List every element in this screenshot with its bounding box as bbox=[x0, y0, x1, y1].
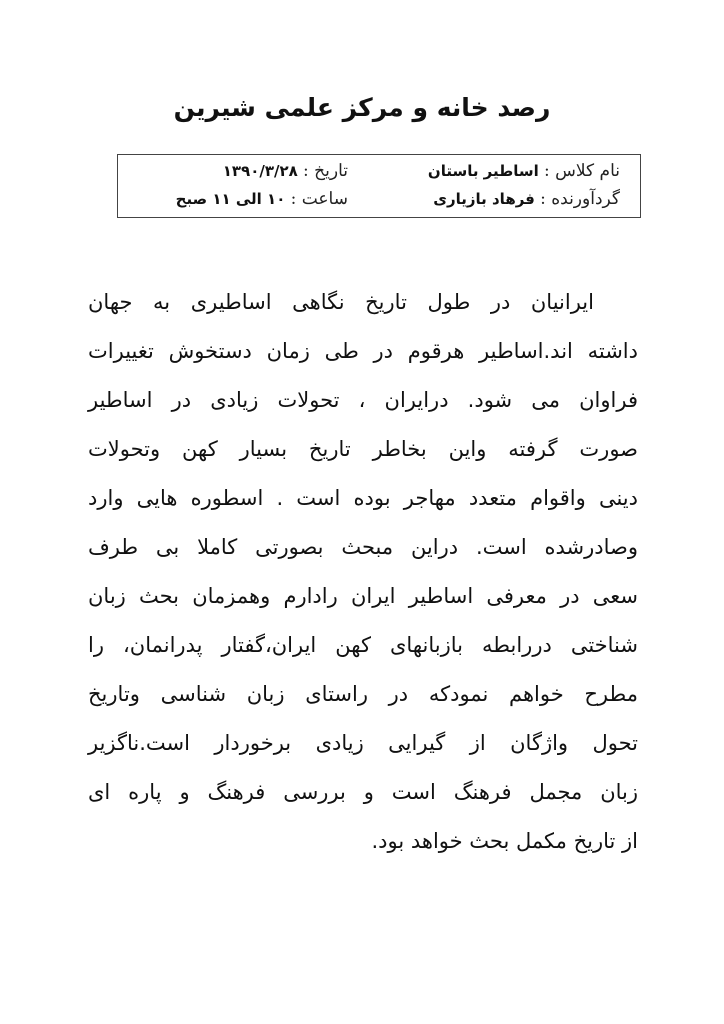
body-line: تحول واژگان از گیرایی زیادی برخوردار است.ناگزیر bbox=[88, 731, 638, 755]
compiler-row bbox=[370, 189, 620, 209]
body-line: شناختی دررابطه بازبانهای کهن ایران،گفتار پدرانمان، را bbox=[88, 633, 638, 657]
body-line: دینی واقوام متعدد مهاجر بوده است . اسطوره هایی وارد bbox=[88, 486, 638, 510]
class-info-left-column bbox=[138, 155, 348, 217]
date-row bbox=[138, 161, 348, 181]
date-label: تاریخ : bbox=[303, 161, 348, 181]
date-value: ۱۳۹۰/۳/۲۸ bbox=[222, 162, 298, 180]
time-row bbox=[138, 189, 348, 209]
class-name-row bbox=[370, 161, 620, 181]
body-line: ایرانیان در طول تاریخ نگاهی اساطیری به جهان bbox=[88, 290, 594, 314]
body-line: از تاریخ مکمل بحث خواهد بود. bbox=[371, 829, 638, 853]
class-info-box bbox=[117, 154, 641, 218]
time-value: ۱۰ الی ۱۱ صبح bbox=[175, 190, 286, 208]
document-title: رصد خانه و مرکز علمی شیرین bbox=[173, 93, 551, 122]
compiler-value: فرهاد بازیاری bbox=[433, 190, 535, 208]
body-line: سعی در معرفی اساطیر ایران رادارم وهمزمان بحث زبان bbox=[88, 584, 638, 608]
body-line: مطرح خواهم نمودکه در راستای زبان شناسی وتاریخ bbox=[88, 682, 638, 706]
compiler-label: گردآورنده : bbox=[540, 189, 620, 209]
body-paragraph bbox=[88, 278, 638, 866]
body-line: صورت گرفته واین بخاطر تاریخ بسیار کهن وتحولات bbox=[88, 437, 638, 461]
class-name-value: اساطیر باستان bbox=[427, 162, 539, 180]
body-line: وصادرشده است. دراین مبحث بصورتی کاملا بی طرف bbox=[88, 535, 638, 559]
body-line: داشته اند.اساطیر هرقوم در طی زمان دستخوش تغییرات bbox=[88, 339, 638, 363]
class-name-label: نام کلاس : bbox=[544, 161, 620, 181]
time-label: ساعت : bbox=[290, 189, 348, 209]
body-line: زبان مجمل فرهنگ است و بررسی فرهنگ و پاره ای bbox=[88, 780, 638, 804]
body-line: فراوان می شود. درایران ، تحولات زیادی در اساطیر bbox=[88, 388, 638, 412]
class-info-right-column bbox=[370, 155, 620, 217]
